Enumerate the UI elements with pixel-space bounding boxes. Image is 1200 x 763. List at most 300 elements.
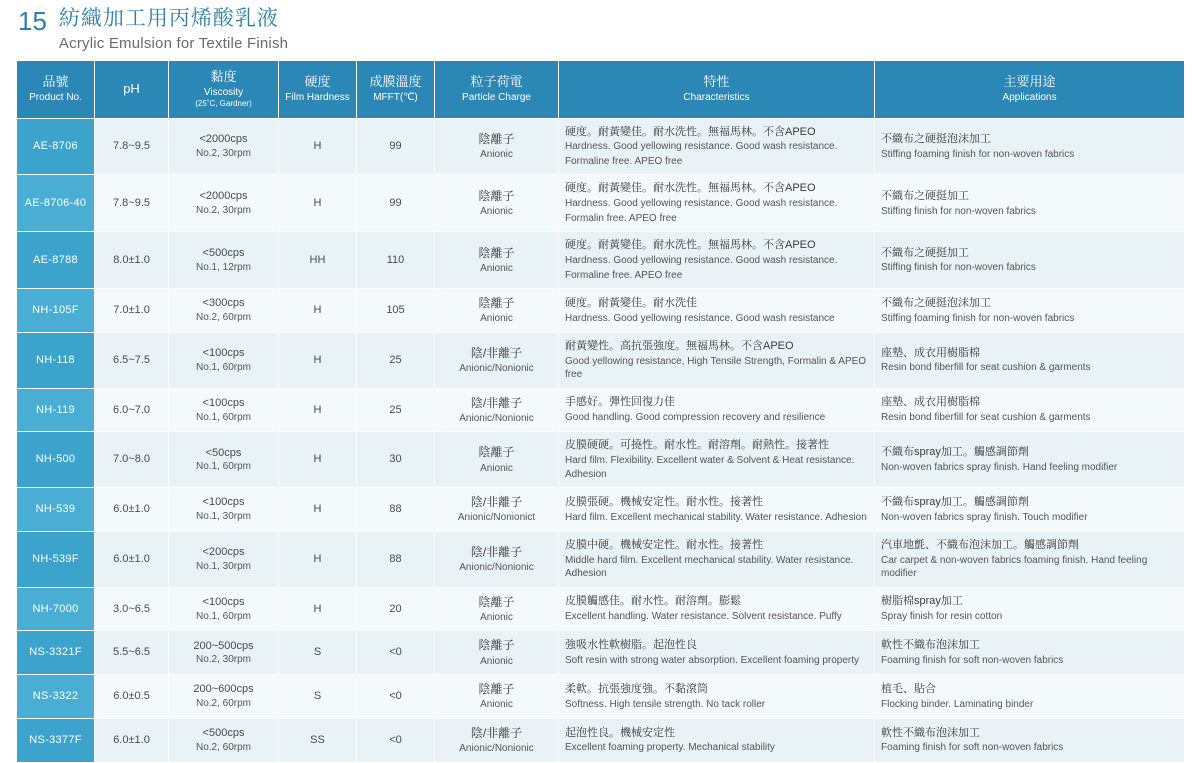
particle-charge-en: Anionic/Nonionic — [459, 743, 534, 755]
cell-characteristics — [559, 432, 875, 488]
mfft-text: <0 — [389, 733, 402, 746]
column-header-cn: 主要用途 — [1003, 74, 1056, 90]
characteristics-en: Hardness. Good yellowing resistance. Good wash resistance. — [565, 141, 838, 153]
cell-mfft — [357, 232, 435, 289]
cell-particle-charge — [435, 531, 559, 587]
characteristics-en: Hardness. Good yellowing resistance. Good wash resistance. — [565, 255, 838, 267]
cell-ph — [95, 118, 169, 175]
cell-applications — [875, 332, 1185, 388]
film-hardness-text: HH — [309, 253, 326, 266]
film-hardness-text: S — [313, 690, 322, 703]
applications-en: Stiffing foaming finish for non-woven fabrics — [881, 312, 1075, 324]
particle-charge-en: Anionic — [480, 611, 513, 623]
product-no-text: AE-8706-40 — [24, 196, 87, 209]
mfft-text: 25 — [389, 403, 402, 416]
table-row — [17, 388, 1185, 432]
column-header-en: Viscosity — [203, 87, 244, 99]
cell-viscosity — [169, 332, 279, 388]
particle-charge-cn: 陰離子 — [478, 594, 515, 609]
product-no-text: NH-7000 — [32, 602, 79, 615]
column-header-cn: pH — [123, 81, 140, 97]
cell-ph — [95, 232, 169, 289]
cell-product-no — [17, 587, 95, 631]
cell-product-no — [17, 531, 95, 587]
particle-charge-cn: 陰離子 — [478, 445, 515, 460]
cell-viscosity — [169, 432, 279, 488]
product-no-text: NS-3321F — [29, 646, 82, 659]
cell-viscosity — [169, 718, 279, 762]
cell-viscosity — [169, 175, 279, 232]
table-row — [17, 675, 1185, 719]
characteristics-en: Softness. High tensile strength. No tack roller — [565, 698, 766, 710]
film-hardness-text: H — [313, 602, 322, 615]
mfft-text: 30 — [389, 453, 402, 466]
cell-characteristics — [559, 675, 875, 719]
table-header-row — [17, 61, 1185, 119]
ph-text: 7.0±1.0 — [113, 304, 150, 317]
particle-charge-en: Anionic — [480, 263, 513, 275]
column-header-cn: 品號 — [42, 74, 69, 90]
cell-mfft — [357, 289, 435, 333]
cell-film-hardness — [279, 232, 357, 289]
characteristics-en: Good yellowing resistance, High Tensile Strength, Formalin & APEO free — [565, 355, 867, 381]
cell-characteristics — [559, 232, 875, 289]
column-header-applications — [875, 61, 1185, 119]
cell-particle-charge — [435, 587, 559, 631]
page-number: 15 — [18, 6, 47, 36]
characteristics-en: Excellent handling. Water resistance. Solvent resistance. Puffy — [565, 611, 842, 623]
cell-film-hardness — [279, 531, 357, 587]
cell-characteristics — [559, 718, 875, 762]
cell-ph — [95, 631, 169, 675]
characteristics-en: Middle hard film. Excellent mechanical stability. Water resistance. Adhesion — [565, 554, 854, 580]
particle-charge-en: Anionic/Nonionic — [459, 412, 534, 424]
viscosity-spindle: No.2, 30rpm — [195, 205, 252, 217]
mfft-text: 105 — [386, 304, 405, 317]
table-row — [17, 118, 1185, 175]
viscosity-value: <100cps — [202, 347, 245, 360]
table-row — [17, 289, 1185, 333]
column-header-viscosity — [169, 61, 279, 119]
cell-product-no — [17, 332, 95, 388]
column-header-en: Film Hardness — [285, 92, 350, 104]
ph-text: 7.8~9.5 — [112, 140, 150, 153]
cell-mfft — [357, 675, 435, 719]
column-header-characteristics — [559, 61, 875, 119]
cell-characteristics — [559, 531, 875, 587]
mfft-text: 88 — [389, 552, 402, 565]
cell-particle-charge — [435, 675, 559, 719]
cell-ph — [95, 587, 169, 631]
mfft-text: 110 — [386, 253, 405, 266]
product-no-text: AE-8788 — [33, 253, 78, 266]
cell-particle-charge — [435, 289, 559, 333]
viscosity-value: <2000cps — [199, 190, 248, 203]
product-no-text: NS-3377F — [29, 733, 82, 746]
viscosity-value: <100cps — [202, 396, 245, 409]
cell-film-hardness — [279, 388, 357, 432]
mfft-text: 25 — [389, 353, 402, 366]
cell-film-hardness — [279, 587, 357, 631]
applications-en: Spray finish for resin cotton — [881, 611, 1003, 623]
applications-en: Foaming finish for soft non-woven fabrics — [881, 654, 1064, 666]
particle-charge-cn: 陰/非離子 — [470, 545, 523, 559]
cell-particle-charge — [435, 432, 559, 488]
cell-applications — [875, 587, 1185, 631]
cell-applications — [875, 289, 1185, 333]
cell-particle-charge — [435, 631, 559, 675]
column-header-film-hardness — [279, 61, 357, 119]
characteristics-cn: 皮膜張硬。機械安定性。耐水性。接著性 — [565, 495, 763, 508]
product-no-text: NS-3322 — [32, 690, 79, 703]
cell-product-no — [17, 232, 95, 289]
applications-cn: 不織布之硬挺加工 — [881, 189, 969, 202]
viscosity-value: <300cps — [202, 297, 245, 310]
table-row — [17, 175, 1185, 232]
cell-applications — [875, 118, 1185, 175]
cell-particle-charge — [435, 388, 559, 432]
cell-mfft — [357, 531, 435, 587]
column-header-cn: 硬度 — [304, 74, 331, 90]
particle-charge-en: Anionic — [480, 149, 513, 161]
table-header — [17, 61, 1185, 119]
column-header-cn: 黏度 — [210, 69, 237, 84]
cell-applications — [875, 432, 1185, 488]
cell-ph — [95, 718, 169, 762]
cell-film-hardness — [279, 332, 357, 388]
cell-mfft — [357, 388, 435, 432]
film-hardness-text: H — [313, 304, 322, 317]
characteristics-en: Hard film. Flexibility. Excellent water & Solvent & Heat resistance. Adhesion — [565, 455, 855, 480]
table-row — [17, 587, 1185, 631]
product-no-text: NH-539F — [32, 552, 79, 565]
cell-applications — [875, 675, 1185, 719]
viscosity-spindle: No.1, 30rpm — [195, 511, 252, 523]
column-header-en: Particle Charge — [462, 92, 531, 104]
cell-ph — [95, 388, 169, 432]
cell-product-no — [17, 175, 95, 232]
page-title-cn: 紡織加工用丙烯酸乳液 — [58, 7, 279, 30]
viscosity-value: <2000cps — [199, 133, 248, 146]
particle-charge-cn: 陰/非離子 — [470, 345, 523, 360]
viscosity-value: <50cps — [205, 446, 242, 459]
cell-film-hardness — [279, 488, 357, 532]
particle-charge-en: Anionic/Nonionic — [459, 363, 534, 375]
table-row — [17, 332, 1185, 388]
film-hardness-text: H — [313, 353, 322, 366]
cell-viscosity — [169, 488, 279, 532]
characteristics-cn: 硬度。耐黃變佳。耐水洗佳 — [565, 296, 697, 309]
cell-mfft — [357, 432, 435, 488]
applications-cn: 軟性不織布泡沫加工 — [881, 726, 980, 739]
column-header-cn: 粒子荷電 — [470, 74, 523, 90]
cell-mfft — [357, 332, 435, 388]
cell-viscosity — [169, 118, 279, 175]
cell-ph — [95, 289, 169, 333]
applications-cn: 植毛、貼合 — [881, 682, 936, 695]
mfft-text: <0 — [389, 690, 402, 703]
cell-product-no — [17, 118, 95, 175]
characteristics-en-2: Formalin free. APEO free — [565, 212, 677, 224]
particle-charge-en: Anionic — [480, 206, 513, 218]
cell-product-no — [17, 289, 95, 333]
applications-cn: 不織布之硬挺泡沫加工 — [881, 132, 991, 145]
page-title-en: Acrylic Emulsion for Textile Finish — [58, 35, 289, 53]
cell-ph — [95, 531, 169, 587]
particle-charge-cn: 陰/非離子 — [470, 725, 523, 740]
characteristics-cn: 皮膜觸感佳。耐水性。耐溶劑。膨鬆 — [565, 595, 741, 608]
cell-film-hardness — [279, 675, 357, 719]
applications-cn: 軟性不織布泡沫加工 — [881, 639, 980, 652]
viscosity-value: <500cps — [202, 247, 245, 260]
table-row — [17, 531, 1185, 587]
cell-ph — [95, 432, 169, 488]
characteristics-en: Hardness. Good yellowing resistance. Good wash resistance. — [565, 198, 838, 210]
applications-en: Flocking binder. Laminating binder — [881, 698, 1034, 710]
film-hardness-text: H — [313, 140, 322, 153]
cell-characteristics — [559, 488, 875, 532]
cell-ph — [95, 675, 169, 719]
characteristics-cn: 耐黃變性。高抗張強度。無福馬林。不含APEO — [565, 339, 794, 352]
viscosity-spindle: No.2, 60rpm — [195, 698, 252, 710]
applications-en: Non-woven fabrics spray finish. Hand feeling modifier — [881, 461, 1118, 473]
particle-charge-en: Anionic — [480, 655, 513, 667]
product-no-text: NH-539 — [35, 503, 76, 516]
table-row — [17, 232, 1185, 289]
ph-text: 6.5~7.5 — [112, 353, 150, 366]
viscosity-spindle: No.2, 60rpm — [195, 741, 252, 753]
cell-mfft — [357, 718, 435, 762]
cell-film-hardness — [279, 718, 357, 762]
characteristics-cn: 柔軟。抗張強度強。不黏滾筒 — [565, 682, 708, 695]
column-header-ph — [95, 61, 169, 119]
cell-viscosity — [169, 631, 279, 675]
film-hardness-text: H — [313, 403, 322, 416]
characteristics-cn: 強吸水性軟樹脂。起泡性良 — [565, 639, 697, 652]
film-hardness-text: H — [313, 453, 322, 466]
applications-en: Resin bond fiberfill for seat cushion & garments — [881, 362, 1091, 374]
characteristics-cn: 皮膜中硬。機械安定性。耐水性。接著性 — [565, 538, 763, 551]
cell-particle-charge — [435, 332, 559, 388]
column-header-particle-charge — [435, 61, 559, 119]
document-header — [16, 0, 1184, 58]
viscosity-spindle: No.1, 12rpm — [195, 261, 252, 273]
viscosity-spindle: No.1, 60rpm — [195, 411, 252, 423]
characteristics-cn: 皮膜硬硬。可撓性。耐水性。耐溶劑。耐熱性。接著性 — [565, 439, 829, 452]
characteristics-cn: 硬度。耐黃變佳。耐水洗性。無福馬林。不含APEO — [565, 125, 816, 138]
column-header-en: Characteristics — [683, 92, 750, 104]
ph-text: 6.0±1.0 — [113, 733, 150, 746]
cell-mfft — [357, 631, 435, 675]
cell-applications — [875, 631, 1185, 675]
cell-particle-charge — [435, 232, 559, 289]
cell-mfft — [357, 488, 435, 532]
applications-en: Car carpet & non-woven fabrics foaming finish. Hand feeling modifier — [881, 554, 1148, 580]
product-no-text: AE-8706 — [33, 140, 78, 153]
ph-text: 8.0±1.0 — [113, 253, 150, 266]
film-hardness-text: SS — [310, 733, 325, 746]
applications-cn: 不織布之硬挺加工 — [881, 246, 969, 259]
column-header-cn: 成膜溫度 — [369, 74, 422, 90]
product-no-text: NH-119 — [36, 403, 75, 416]
column-header-cn: 特性 — [703, 74, 730, 90]
mfft-text: 99 — [389, 196, 402, 209]
column-header-en: Product No. — [29, 92, 82, 104]
characteristics-en: Hard film. Excellent mechanical stability. Water resistance. Adhesion — [565, 511, 867, 523]
table-row — [17, 718, 1185, 762]
applications-cn: 座墊、成衣用樹脂棉 — [881, 346, 980, 359]
particle-charge-cn: 陰離子 — [478, 296, 515, 311]
cell-product-no — [17, 388, 95, 432]
characteristics-cn: 起泡性良。機械安定性 — [565, 726, 675, 739]
film-hardness-text: H — [313, 196, 322, 209]
cell-applications — [875, 531, 1185, 587]
cell-ph — [95, 488, 169, 532]
viscosity-spindle: No.1, 60rpm — [195, 610, 252, 622]
applications-cn: 不織布spray加工。觸感調節劑 — [881, 446, 1029, 459]
characteristics-en: Hardness. Good yellowing resistance. Good wash resistance — [565, 312, 835, 324]
cell-film-hardness — [279, 432, 357, 488]
applications-cn: 汽車地氈、不織布泡沫加工。觸感調節劑 — [881, 538, 1079, 551]
viscosity-value: <100cps — [202, 496, 245, 509]
characteristics-en-2: Formaline free. APEO free — [565, 269, 683, 281]
ph-text: 6.0~7.0 — [112, 403, 150, 416]
cell-characteristics — [559, 587, 875, 631]
cell-particle-charge — [435, 175, 559, 232]
mfft-text: 99 — [389, 140, 402, 153]
cell-mfft — [357, 587, 435, 631]
title-block — [59, 6, 288, 54]
cell-characteristics — [559, 388, 875, 432]
cell-viscosity — [169, 531, 279, 587]
ph-text: 6.0±0.5 — [113, 690, 150, 703]
ph-text: 6.0±1.0 — [113, 503, 150, 516]
mfft-text: <0 — [389, 646, 402, 659]
ph-text: 7.8~9.5 — [112, 196, 150, 209]
product-table — [16, 60, 1185, 763]
column-header-product-no — [17, 61, 95, 119]
cell-viscosity — [169, 232, 279, 289]
cell-film-hardness — [279, 631, 357, 675]
particle-charge-cn: 陰離子 — [478, 189, 515, 204]
cell-viscosity — [169, 587, 279, 631]
cell-applications — [875, 232, 1185, 289]
cell-applications — [875, 718, 1185, 762]
viscosity-value: 200~500cps — [193, 639, 254, 652]
mfft-text: 88 — [389, 503, 402, 516]
particle-charge-en: Anionic — [480, 313, 513, 325]
ph-text: 5.5~6.5 — [112, 646, 150, 659]
cell-characteristics — [559, 289, 875, 333]
applications-en: Stiffing foaming finish for non-woven fabrics — [881, 148, 1075, 160]
cell-mfft — [357, 175, 435, 232]
characteristics-cn: 手感好。彈性回復力佳 — [565, 396, 675, 409]
applications-en: Non-woven fabrics spray finish. Touch modifier — [881, 511, 1088, 523]
cell-characteristics — [559, 631, 875, 675]
applications-en: Resin bond fiberfill for seat cushion & garments — [881, 412, 1091, 424]
viscosity-value: 200~600cps — [193, 683, 254, 696]
table-row — [17, 631, 1185, 675]
cell-viscosity — [169, 388, 279, 432]
cell-particle-charge — [435, 488, 559, 532]
particle-charge-cn: 陰/非離子 — [470, 395, 523, 410]
cell-viscosity — [169, 289, 279, 333]
column-header-sub: (25˚C, Gardner) — [195, 99, 252, 109]
viscosity-spindle: No.2, 60rpm — [195, 312, 252, 324]
viscosity-spindle: No.2, 30rpm — [195, 654, 252, 666]
particle-charge-cn: 陰離子 — [478, 638, 515, 653]
viscosity-value: <500cps — [202, 727, 245, 739]
mfft-text: 20 — [389, 602, 402, 615]
viscosity-spindle: No.2, 30rpm — [195, 148, 252, 160]
applications-cn: 座墊、成衣用樹脂棉 — [881, 396, 980, 409]
viscosity-spindle: No.1, 60rpm — [195, 361, 252, 373]
cell-applications — [875, 388, 1185, 432]
particle-charge-cn: 陰/非離子 — [470, 495, 523, 510]
film-hardness-text: S — [313, 646, 322, 659]
viscosity-value: <100cps — [202, 595, 245, 608]
cell-particle-charge — [435, 118, 559, 175]
viscosity-spindle: No.1, 60rpm — [195, 461, 252, 473]
cell-film-hardness — [279, 175, 357, 232]
characteristics-en: Good handling. Good compression recovery and resilience — [565, 412, 826, 424]
particle-charge-en: Anionic/Nonionic — [459, 562, 534, 574]
column-header-en: Applications — [1002, 92, 1057, 104]
film-hardness-text: H — [313, 503, 322, 516]
cell-ph — [95, 175, 169, 232]
cell-applications — [875, 488, 1185, 532]
applications-en: Foaming finish for soft non-woven fabrics — [881, 742, 1064, 754]
cell-product-no — [17, 631, 95, 675]
cell-ph — [95, 332, 169, 388]
characteristics-en-2: Formaline free. APEO free — [565, 155, 683, 167]
cell-product-no — [17, 718, 95, 762]
particle-charge-cn: 陰離子 — [478, 682, 515, 697]
applications-en: Stiffing finish for non-woven fabrics — [881, 262, 1036, 274]
table-body — [17, 118, 1185, 762]
applications-cn: 不織布之硬挺泡沫加工 — [881, 296, 991, 309]
cell-product-no — [17, 432, 95, 488]
cell-mfft — [357, 118, 435, 175]
particle-charge-cn: 陰離子 — [478, 245, 515, 260]
characteristics-en: Excellent foaming property. Mechanical stability — [565, 742, 775, 754]
particle-charge-en: Anionic — [480, 699, 513, 711]
characteristics-cn: 硬度。耐黃變佳。耐水洗性。無福馬林。不含APEO — [565, 239, 816, 252]
ph-text: 7.0~8.0 — [112, 453, 150, 466]
cell-characteristics — [559, 175, 875, 232]
product-no-text: NH-118 — [36, 353, 75, 366]
cell-viscosity — [169, 675, 279, 719]
cell-film-hardness — [279, 118, 357, 175]
ph-text: 6.0±1.0 — [113, 552, 150, 565]
cell-applications — [875, 175, 1185, 232]
ph-text: 3.0~6.5 — [112, 602, 150, 615]
cell-particle-charge — [435, 718, 559, 762]
characteristics-cn: 硬度。耐黃變佳。耐水洗性。無福馬林。不含APEO — [565, 182, 816, 195]
cell-product-no — [17, 488, 95, 532]
column-header-mfft — [357, 61, 435, 119]
viscosity-spindle: No.1, 30rpm — [195, 561, 252, 573]
product-no-text: NH-500 — [35, 453, 76, 466]
cell-characteristics — [559, 332, 875, 388]
particle-charge-en: Anionic — [480, 462, 513, 474]
column-header-en: MFFT(℃) — [373, 92, 418, 104]
cell-product-no — [17, 675, 95, 719]
cell-characteristics — [559, 118, 875, 175]
product-no-text: NH-105F — [32, 304, 79, 317]
characteristics-en: Soft resin with strong water absorption. Excellent foaming property — [565, 654, 860, 666]
particle-charge-cn: 陰離子 — [478, 132, 515, 147]
